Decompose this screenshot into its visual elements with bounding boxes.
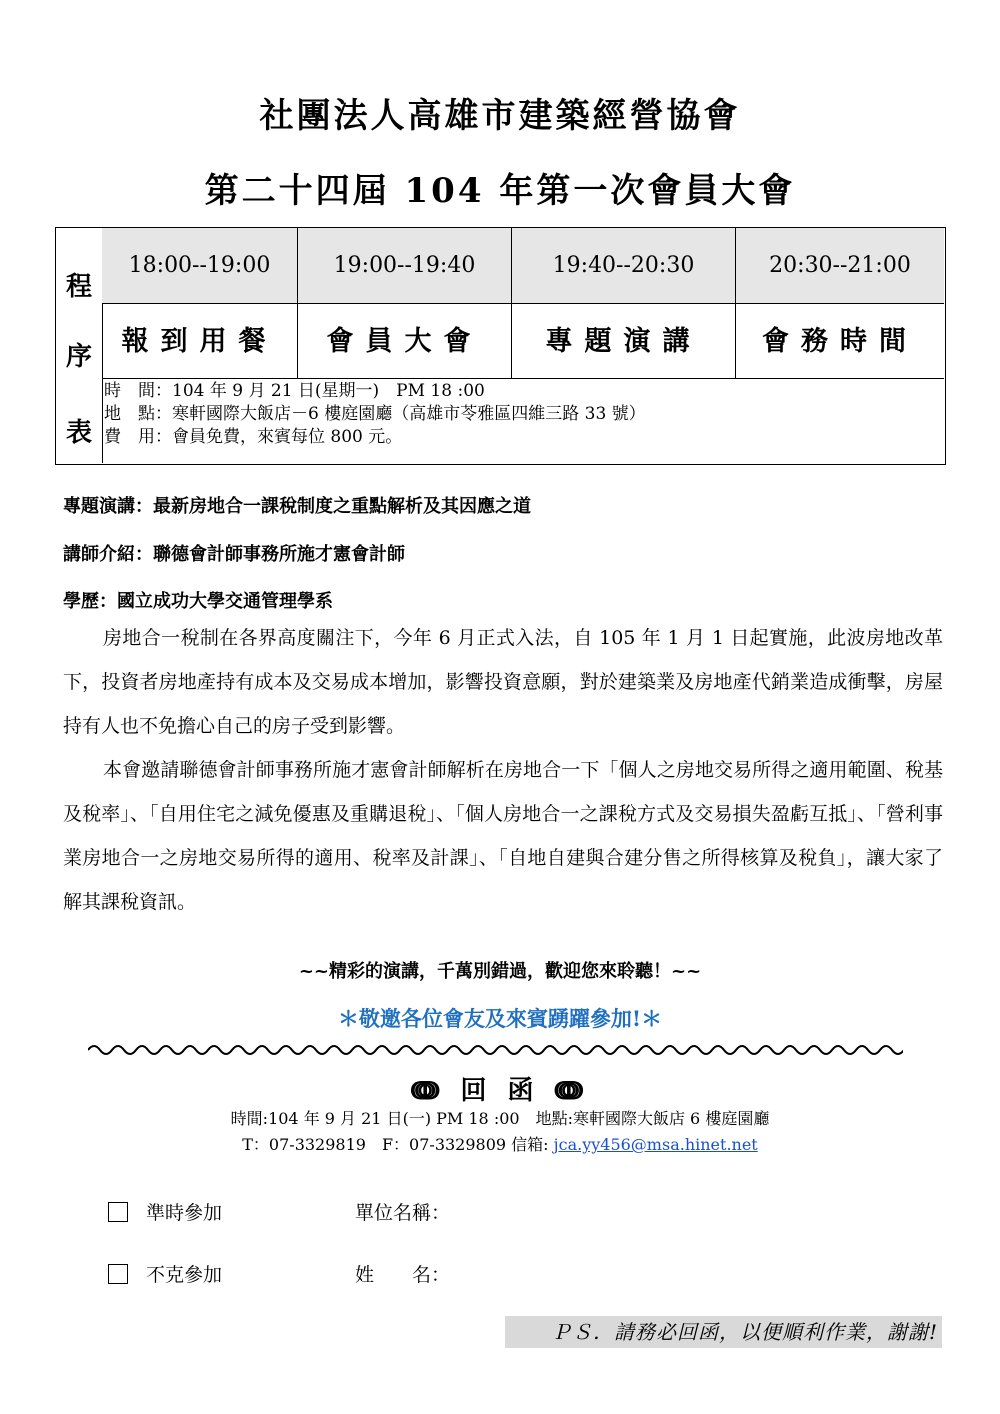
meeting-title: 第二十四屆 104 年第一次會員大會: [204, 171, 796, 211]
unit-name-label: 單位名稱：: [355, 1202, 451, 1224]
decline-checkbox[interactable]: [108, 1264, 128, 1284]
schedule-side-column: [56, 228, 103, 463]
reply-info-line: 時間:104 年 9 月 21 日(一) PM 18 :00 地點:寒軒國際大飯店 6 樓庭園廳: [230, 1109, 770, 1128]
schedule-table: [55, 227, 946, 465]
ps-note: ＰＳ．請務必回函，以便順利作業，謝謝!: [505, 1316, 942, 1348]
lecture-topic: 專題演講：最新房地合一課稅制度之重點解析及其因應之道: [63, 496, 531, 517]
side-char: 程: [65, 272, 92, 302]
item-checkin-dinner: 報到用餐: [102, 304, 298, 379]
time-slot-1: 18:00--19:00: [102, 228, 298, 304]
ornament-divider: [88, 1041, 903, 1059]
email-link[interactable]: jca.yy456@msa.hinet.net: [553, 1135, 758, 1154]
side-char: 序: [65, 342, 92, 372]
item-general-meeting: 會員大會: [298, 304, 512, 379]
attend-checkbox[interactable]: [108, 1202, 128, 1222]
time-slot-2: 19:00--19:40: [298, 228, 512, 304]
place-line: 地 點：寒軒國際大飯店－6 樓庭園廳（高雄市苓雅區四維三路 33 號）: [104, 404, 646, 424]
item-lecture: 專題演講: [512, 304, 736, 379]
decline-label: 不克參加: [146, 1264, 223, 1286]
paragraph-2: 本會邀請聯德會計師事務所施才憲會計師解析在房地合一下「個人之房地交易所得之適用範圍、稅基及稅率」、「自用住宅之減免優惠及重購退稅」、「個人房地合一之課稅方式及交易損失盈虧互抵」、「營利事業房地合一之房地交易所得的適用、稅率及計課」、「自地自建與合建分售之所得核算及稅負」，讓大家了解其課稅資訊。: [63, 759, 943, 913]
paragraph-1: 房地合一稅制在各界高度關注下，今年 6 月正式入法，自 105 年 1 月 1 日起實施，此波房地改革下，投資者房地產持有成本及交易成本增加，影響投資意願，對於建築業及房地產代銷業造成衝擊，房屋持有人也不免擔心自己的房子受到影響。: [63, 627, 943, 737]
reply-form-title: ↈ 回 函 ↈ: [410, 1076, 590, 1106]
item-affairs: 會務時間: [736, 304, 944, 379]
time-slot-4: 20:30--21:00: [736, 228, 944, 304]
speaker-education: 學歷：國立成功大學交通管理學系: [63, 591, 333, 612]
reply-contact-line: T：07-3329819 F：07-3329809 信箱: jca.yy456@msa.hinet.net: [242, 1135, 758, 1154]
right-ornament-icon: ↈ: [554, 1076, 590, 1106]
name-label: 姓 名：: [355, 1264, 451, 1286]
time-line: 時 間：104 年 9 月 21 日(星期一) PM 18 :00: [104, 381, 485, 401]
slogan: ~~精彩的演講，千萬別錯過，歡迎您來聆聽！~~: [298, 961, 702, 982]
left-ornament-icon: ↈ: [410, 1076, 446, 1106]
association-title: 社團法人高雄市建築經營協會: [259, 96, 741, 136]
meeting-info: [104, 380, 944, 449]
invitation: ＊敬邀各位會友及來賓踴躍參加!＊: [337, 1006, 663, 1031]
lecture-description: [63, 616, 943, 924]
attend-label: 準時參加: [146, 1202, 223, 1224]
fee-line: 費 用：會員免費，來賓每位 800 元。: [104, 427, 403, 447]
time-slot-3: 19:40--20:30: [512, 228, 736, 304]
speaker-intro: 講師介紹：聯德會計師事務所施才憲會計師: [63, 544, 405, 565]
side-char: 表: [65, 418, 92, 448]
